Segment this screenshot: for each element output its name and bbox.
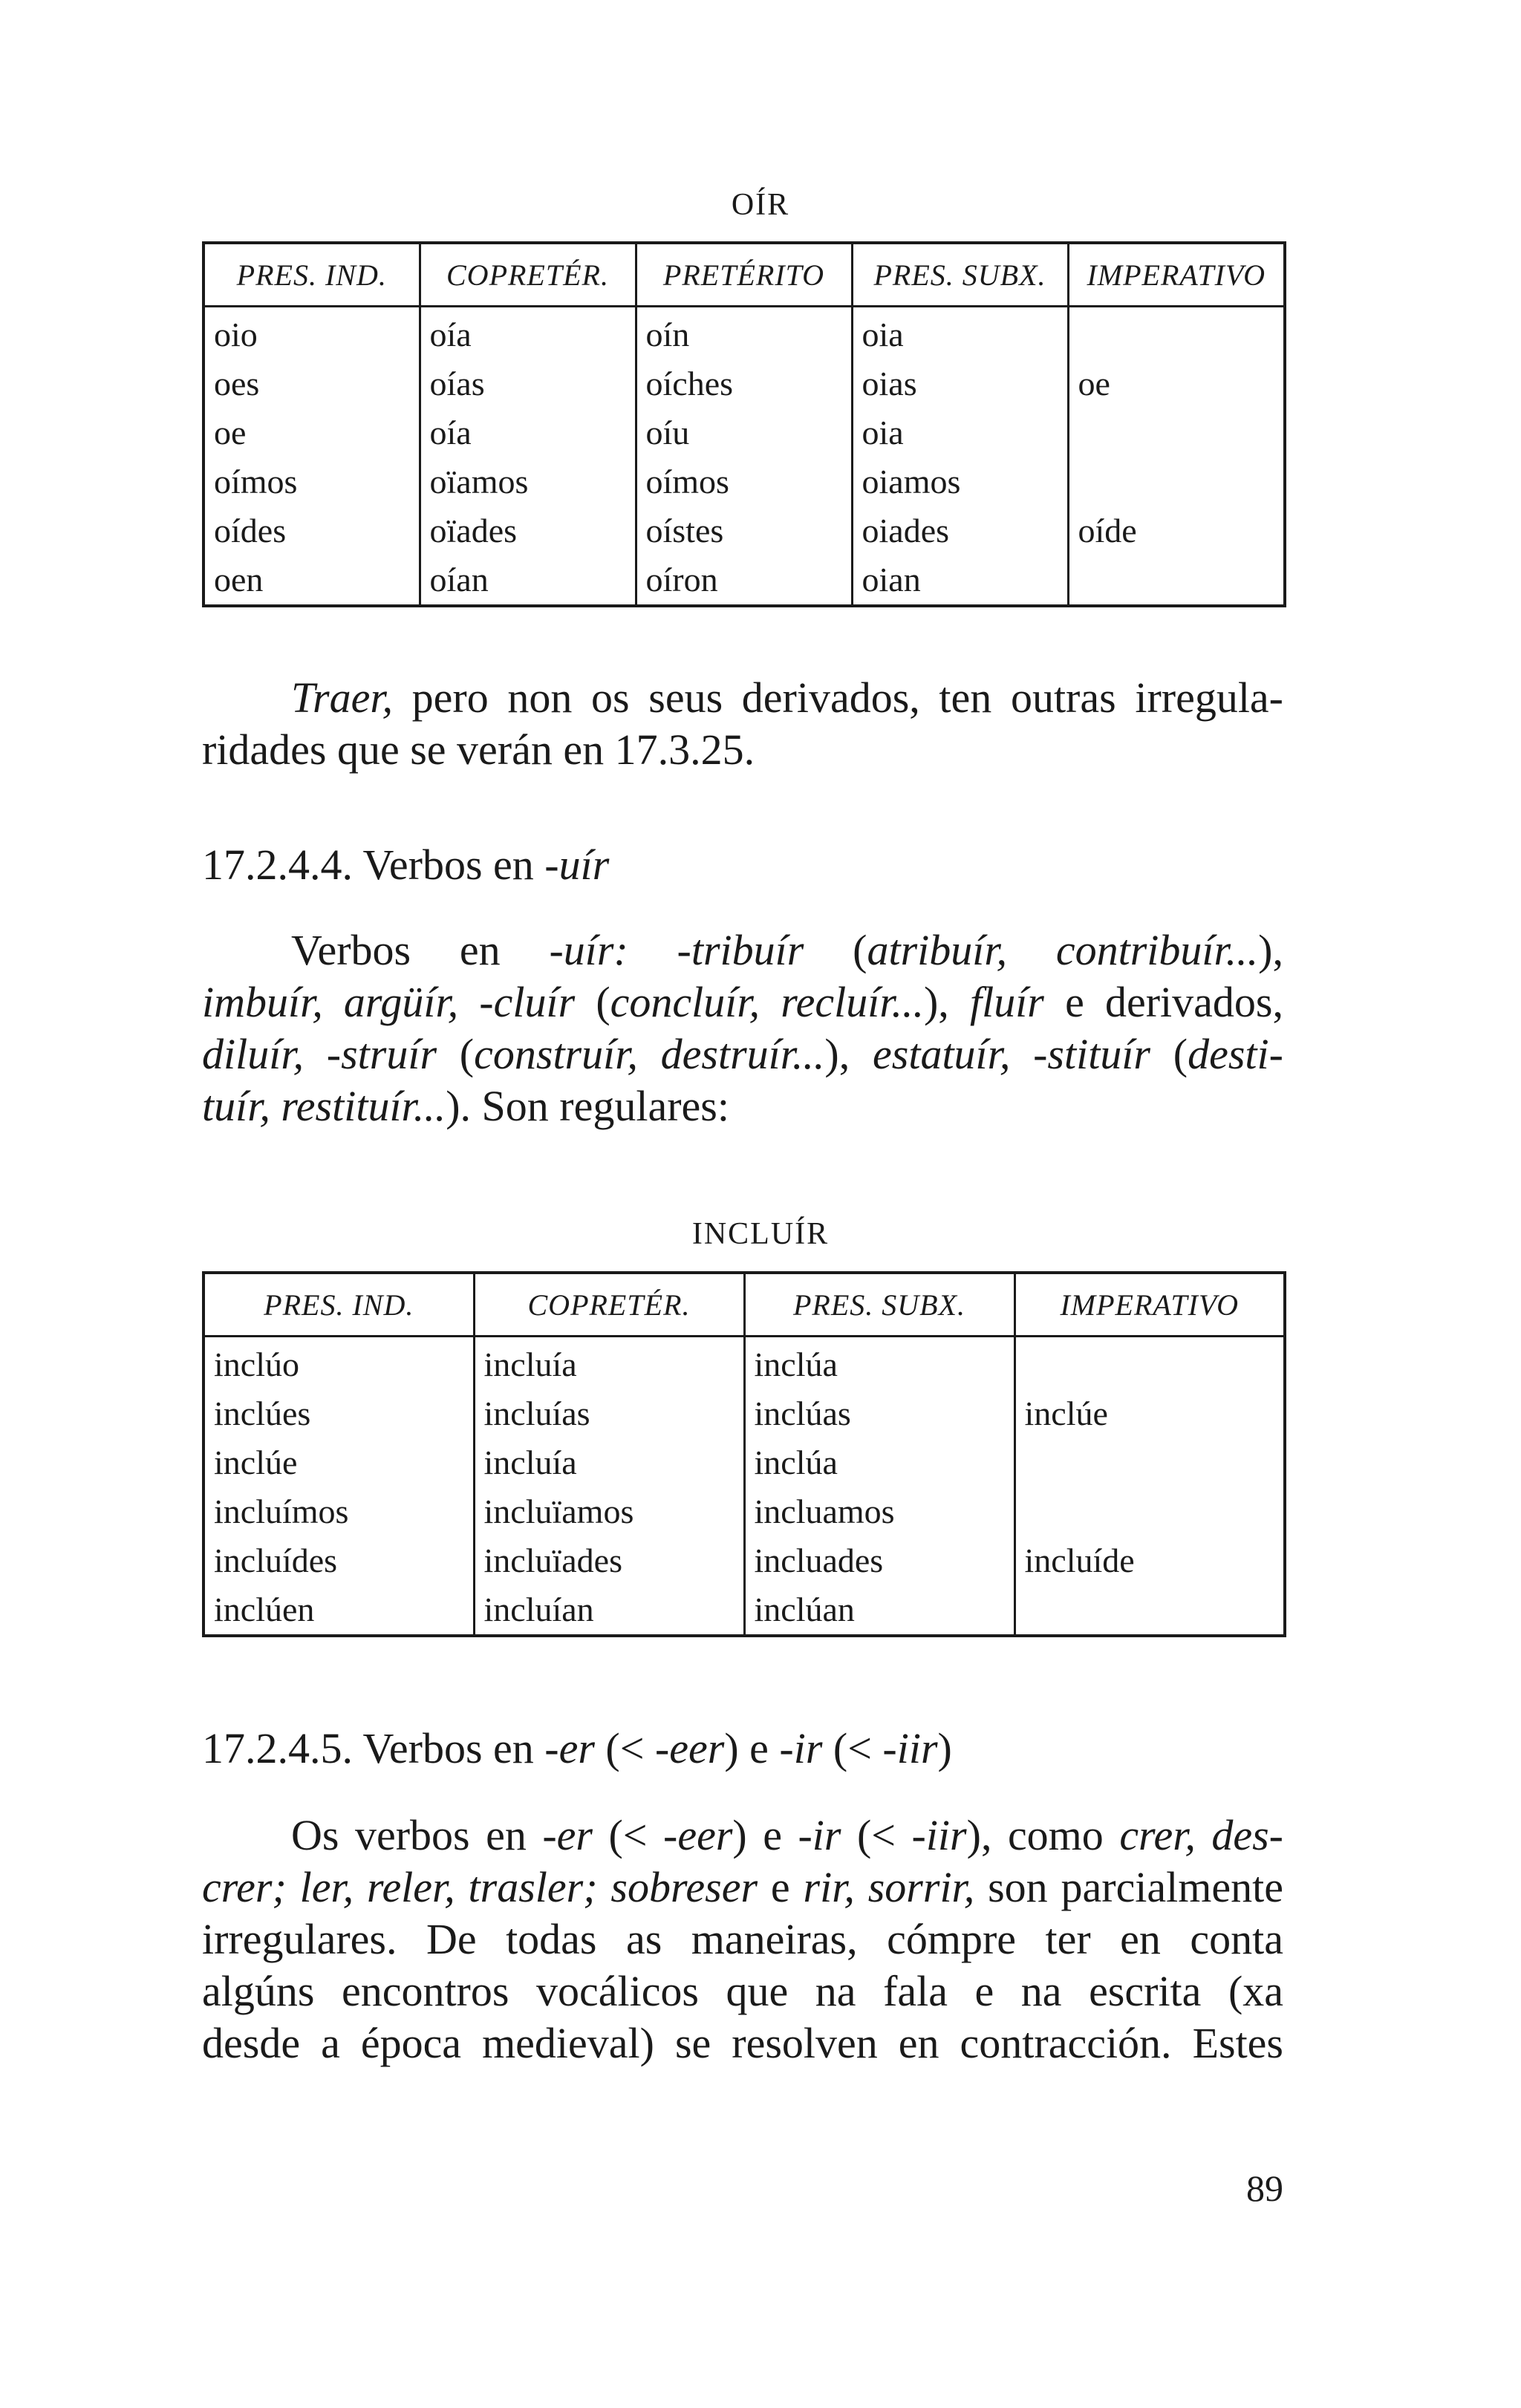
- table-cell: oímos: [203, 457, 420, 506]
- paragraph-line: Verbos en -uír: -tribuír (atribuír, contribuír...),: [291, 926, 1283, 974]
- column-header: PRES. IND.: [203, 1273, 474, 1337]
- table-cell: inclúo: [203, 1337, 474, 1390]
- table-cell: incluídes: [203, 1536, 474, 1585]
- table-cell: oín: [636, 307, 852, 360]
- conjugation-table-oir: [202, 241, 1286, 607]
- table-cell: oe: [203, 408, 420, 457]
- table-cell: oíches: [636, 359, 852, 408]
- table-cell: inclúa: [744, 1438, 1014, 1487]
- table-cell: oiamos: [852, 457, 1068, 506]
- section-heading-17-2-4-4: 17.2.4.4. Verbos en -uír: [202, 841, 610, 889]
- table-header-row: [203, 243, 1285, 307]
- table-row: [203, 457, 1285, 506]
- paragraph-line: ridades que se verán en 17.3.25.: [202, 725, 755, 774]
- table-cell: incluamos: [744, 1487, 1014, 1536]
- table-cell: inclúas: [744, 1389, 1014, 1438]
- table-cell: oia: [852, 307, 1068, 360]
- table-cell: incluía: [474, 1438, 744, 1487]
- table-cell: incluías: [474, 1389, 744, 1438]
- table-row: [203, 555, 1285, 606]
- table-cell: oes: [203, 359, 420, 408]
- table-row: [203, 1438, 1285, 1487]
- conjugation-table-incluir: [202, 1271, 1286, 1637]
- column-header: PRETÉRITO: [636, 243, 852, 307]
- table-title-incluir: INCLUÍR: [691, 1217, 830, 1251]
- table-cell: [1014, 1337, 1285, 1390]
- table-title-oir: OÍR: [731, 188, 790, 222]
- table-cell: inclúes: [203, 1389, 474, 1438]
- section-heading-17-2-4-5: 17.2.4.5. Verbos en -er (< -eer) e -ir (< -iir): [202, 1724, 952, 1772]
- column-header: COPRETÉR.: [474, 1273, 744, 1337]
- table-header-row: [203, 1273, 1285, 1337]
- table-cell: oian: [852, 555, 1068, 606]
- table-row: [203, 1585, 1285, 1636]
- table-cell: oídes: [203, 506, 420, 555]
- table-cell: incluïades: [474, 1536, 744, 1585]
- table-cell: oio: [203, 307, 420, 360]
- table-row: [203, 1337, 1285, 1390]
- paragraph-traer: [202, 672, 1283, 776]
- table-cell: [1068, 555, 1285, 606]
- paragraph-line: algúns encontros vocálicos que na fala e na escrita (xa: [202, 1967, 1283, 2015]
- table-cell: oíde: [1078, 512, 1137, 549]
- column-header: IMPERATIVO: [1014, 1273, 1285, 1337]
- paragraph-verbos-uir: [202, 924, 1283, 1132]
- column-header: PRES. SUBX.: [744, 1273, 1014, 1337]
- table-cell: inclúe: [1024, 1394, 1108, 1432]
- table-cell: [1068, 307, 1285, 360]
- table-cell: [1014, 1585, 1285, 1636]
- table-cell: oía: [420, 408, 636, 457]
- table-row: [203, 408, 1285, 457]
- paragraph-line: irregulares. De todas as maneiras, cómpre ter en conta: [202, 1915, 1283, 1963]
- table-cell: oia: [852, 408, 1068, 457]
- paragraph-line: Os verbos en -er (< -eer) e -ir (< -iir), como crer, des-: [291, 1811, 1283, 1859]
- table-cell: incluïamos: [474, 1487, 744, 1536]
- table-cell: oía: [420, 307, 636, 360]
- table-cell: incluades: [744, 1536, 1014, 1585]
- table-cell: [1068, 408, 1285, 457]
- column-header: PRES. SUBX.: [852, 243, 1068, 307]
- table-row: [203, 506, 1285, 555]
- table-row: [203, 359, 1285, 408]
- paragraph-line: Traer, pero non os seus derivados, ten outras irregula-: [291, 673, 1283, 722]
- paragraph-line: diluír, -struír (construír, destruír...), estatuír, -stituír (desti-: [202, 1030, 1283, 1078]
- table-cell: inclúan: [744, 1585, 1014, 1636]
- table-cell: [1068, 457, 1285, 506]
- table-cell: inclúen: [203, 1585, 474, 1636]
- table-row: [203, 1536, 1285, 1585]
- paragraph-verbos-er-ir: [202, 1810, 1283, 2069]
- table-cell: oían: [420, 555, 636, 606]
- table-cell: [1014, 1438, 1285, 1487]
- column-header: COPRETÉR.: [420, 243, 636, 307]
- table-row: [203, 1389, 1285, 1438]
- table-cell: oïamos: [420, 457, 636, 506]
- table-cell: incluía: [474, 1337, 744, 1390]
- table-cell: oiades: [852, 506, 1068, 555]
- table-cell: oíu: [636, 408, 852, 457]
- table-cell: oímos: [636, 457, 852, 506]
- table-cell: oe: [1078, 365, 1110, 402]
- table-row: [203, 1487, 1285, 1536]
- column-header: PRES. IND.: [203, 243, 420, 307]
- table-cell: oias: [852, 359, 1068, 408]
- paragraph-line: crer; ler, reler, trasler; sobreser e rir, sorrir, son parcialmente: [202, 1863, 1283, 1911]
- table-cell: incluían: [474, 1585, 744, 1636]
- column-header: IMPERATIVO: [1068, 243, 1285, 307]
- table-cell: oen: [203, 555, 420, 606]
- paragraph-line: desde a época medieval) se resolven en contracción. Estes: [202, 2019, 1283, 2067]
- table-cell: inclúa: [744, 1337, 1014, 1390]
- table-cell: oïades: [420, 506, 636, 555]
- table-cell: oías: [420, 359, 636, 408]
- table-cell: [1014, 1487, 1285, 1536]
- table-row: [203, 307, 1285, 360]
- paragraph-line: imbuír, argüír, -cluír (concluír, recluír...), fluír e derivados,: [202, 978, 1283, 1026]
- table-cell: oíron: [636, 555, 852, 606]
- page-number: 89: [1246, 2167, 1283, 2209]
- table-cell: incluímos: [203, 1487, 474, 1536]
- paragraph-line: tuír, restituír...). Son regulares:: [202, 1082, 729, 1130]
- table-cell: inclúe: [203, 1438, 474, 1487]
- table-cell: incluíde: [1024, 1541, 1135, 1579]
- table-cell: oístes: [636, 506, 852, 555]
